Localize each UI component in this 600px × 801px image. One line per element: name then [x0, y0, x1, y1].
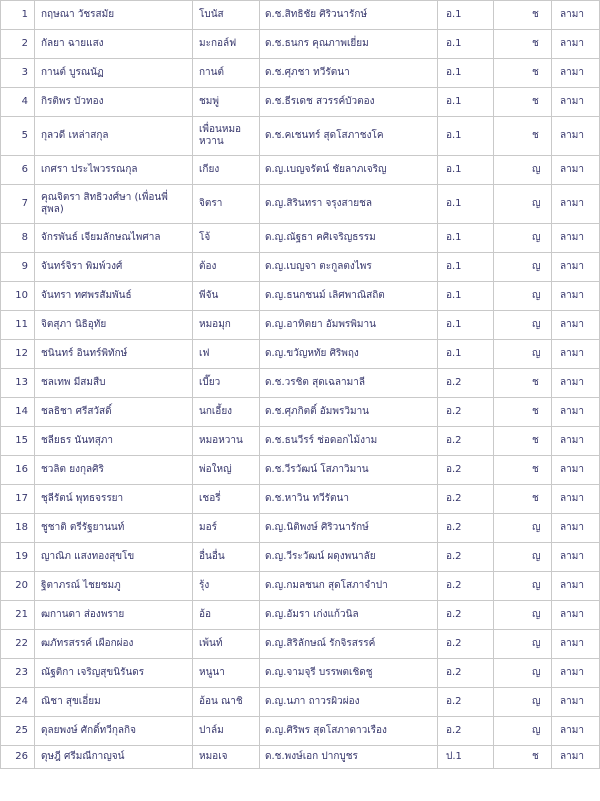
- student-name-cell: ชูชาติ ตรีรัฐยานนท์: [35, 514, 192, 542]
- gender-cell: ช: [494, 485, 551, 513]
- grade-level-cell: อ.2: [438, 572, 493, 600]
- status-cell: ลามา: [552, 485, 599, 513]
- grade-level-cell: อ.1: [438, 224, 493, 252]
- row-number-cell: 6: [1, 156, 34, 184]
- nickname-cell: หมอมุก: [193, 311, 259, 339]
- table-row: [1, 514, 599, 542]
- student-name-cell: กิรติพร บัวทอง: [35, 88, 192, 116]
- status-cell: ลามา: [552, 253, 599, 281]
- grade-level-cell: อ.2: [438, 659, 493, 687]
- table-row: [1, 369, 599, 397]
- row-number-cell: 1: [1, 1, 34, 29]
- student-name-cell: จักรพันธ์ เจียมลักษณไพศาล: [35, 224, 192, 252]
- grade-level-cell: อ.2: [438, 369, 493, 397]
- status-cell: ลามา: [552, 369, 599, 397]
- gender-cell: ญ: [494, 717, 551, 745]
- row-number-cell: 16: [1, 456, 34, 484]
- table-row: [1, 746, 599, 768]
- nickname-cell: โจ้: [193, 224, 259, 252]
- student-name-cell: ชลียธร นันทสุภา: [35, 427, 192, 455]
- student-name-cell: คุณจิตรา สิทธิวงศ์ษา (เพื่อนพี่ สุพล): [35, 185, 192, 223]
- gender-cell: ญ: [494, 630, 551, 658]
- partner-name-cell: ด.ช.ศุภชา ทวีรัตนา: [260, 59, 437, 87]
- row-number-cell: 23: [1, 659, 34, 687]
- nickname-cell: เพื่อนหมอ หวาน: [193, 117, 259, 155]
- nickname-cell: อื่นอื่น: [193, 543, 259, 571]
- nickname-cell: มอร์: [193, 514, 259, 542]
- nickname-cell: กานต์: [193, 59, 259, 87]
- student-name-cell: จันทรา ทศพรสัมพันธ์: [35, 282, 192, 310]
- gender-cell: ช: [494, 117, 551, 155]
- gender-cell: ญ: [494, 688, 551, 716]
- row-number-cell: 9: [1, 253, 34, 281]
- row-number-cell: 19: [1, 543, 34, 571]
- nickname-cell: อ้อ: [193, 601, 259, 629]
- nickname-cell: พีจัน: [193, 282, 259, 310]
- table-row: [1, 572, 599, 600]
- status-cell: ลามา: [552, 543, 599, 571]
- gender-cell: ญ: [494, 543, 551, 571]
- status-cell: ลามา: [552, 601, 599, 629]
- table-row: [1, 59, 599, 87]
- status-cell: ลามา: [552, 59, 599, 87]
- table-row: [1, 1, 599, 29]
- grade-level-cell: อ.1: [438, 1, 493, 29]
- row-number-cell: 21: [1, 601, 34, 629]
- grade-level-cell: อ.1: [438, 282, 493, 310]
- row-number-cell: 18: [1, 514, 34, 542]
- row-number-cell: 13: [1, 369, 34, 397]
- gender-cell: ช: [494, 369, 551, 397]
- partner-name-cell: ด.ญ.จามจุรี บรรพตเชิดชู: [260, 659, 437, 687]
- gender-cell: ช: [494, 59, 551, 87]
- partner-name-cell: ด.ช.พงษ์เอก ปากบูชร: [260, 746, 437, 768]
- nickname-cell: หมอเจ: [193, 746, 259, 768]
- gender-cell: ญ: [494, 659, 551, 687]
- nickname-cell: รุ้ง: [193, 572, 259, 600]
- table-row: [1, 311, 599, 339]
- status-cell: ลามา: [552, 630, 599, 658]
- partner-name-cell: ด.ญ.อัมรา เก่งแก้วนิล: [260, 601, 437, 629]
- table-row: [1, 340, 599, 368]
- partner-name-cell: ด.ญ.ขวัญหทัย ศิริพฤง: [260, 340, 437, 368]
- table-row: [1, 543, 599, 571]
- partner-name-cell: ด.ญ.สิรินทรา จรุงสายชล: [260, 185, 437, 223]
- partner-name-cell: ด.ช.ธนกร คุณภาพเยี่ยม: [260, 30, 437, 58]
- nickname-cell: เชอรี่: [193, 485, 259, 513]
- student-name-cell: กุลวดี เหล่าสกุล: [35, 117, 192, 155]
- student-name-cell: ชุลีรัตน์ พุทธจรรยา: [35, 485, 192, 513]
- grade-level-cell: อ.1: [438, 311, 493, 339]
- gender-cell: ญ: [494, 253, 551, 281]
- status-cell: ลามา: [552, 185, 599, 223]
- status-cell: ลามา: [552, 311, 599, 339]
- nickname-cell: อ้อน ณาชิ: [193, 688, 259, 716]
- status-cell: ลามา: [552, 117, 599, 155]
- gender-cell: ญ: [494, 340, 551, 368]
- nickname-cell: มะกอล์ฟ: [193, 30, 259, 58]
- grade-level-cell: อ.2: [438, 485, 493, 513]
- nickname-cell: ปาล์ม: [193, 717, 259, 745]
- table-row: [1, 282, 599, 310]
- student-name-cell: ฒภัทรสรรค์ เผือกผ่อง: [35, 630, 192, 658]
- partner-name-cell: ด.ช.ธนวีรร์ ช่อดอกไม้งาม: [260, 427, 437, 455]
- gender-cell: ช: [494, 88, 551, 116]
- row-number-cell: 17: [1, 485, 34, 513]
- grade-level-cell: อ.2: [438, 427, 493, 455]
- student-name-cell: ฐิตาภรณ์ ไชยชมภู: [35, 572, 192, 600]
- nickname-cell: หมอหวาน: [193, 427, 259, 455]
- grade-level-cell: อ.1: [438, 30, 493, 58]
- nickname-cell: จิตรา: [193, 185, 259, 223]
- gender-cell: ญ: [494, 514, 551, 542]
- grade-level-cell: อ.2: [438, 543, 493, 571]
- partner-name-cell: ด.ญ.วีระวัฒน์ ผดุงพนาลัย: [260, 543, 437, 571]
- gender-cell: ญ: [494, 224, 551, 252]
- student-name-cell: ดุลยพงษ์ ศักดิ์ทวีกุลกิจ: [35, 717, 192, 745]
- student-name-cell: กัลยา ฉายแสง: [35, 30, 192, 58]
- student-name-cell: ณัฐติกา เจริญสุขนิรันดร: [35, 659, 192, 687]
- row-number-cell: 15: [1, 427, 34, 455]
- partner-name-cell: ด.ช.คเชนทร์ สุดโสภาชงโค: [260, 117, 437, 155]
- grade-level-cell: อ.2: [438, 717, 493, 745]
- grade-level-cell: อ.2: [438, 398, 493, 426]
- table-row: [1, 659, 599, 687]
- nickname-cell: ชมพู่: [193, 88, 259, 116]
- table-row: [1, 485, 599, 513]
- table-row: [1, 427, 599, 455]
- status-cell: ลามา: [552, 30, 599, 58]
- partner-name-cell: ด.ญ.สิริลักษณ์ รักจิรสรรค์: [260, 630, 437, 658]
- partner-name-cell: ด.ญ.นิติพงษ์ ศิริวนารักษ์: [260, 514, 437, 542]
- partner-name-cell: ด.ญ.นภา ถาวรผิวผ่อง: [260, 688, 437, 716]
- row-number-cell: 22: [1, 630, 34, 658]
- student-name-cell: จิตสุภา นิธิอุทัย: [35, 311, 192, 339]
- nickname-cell: เพ้นท์: [193, 630, 259, 658]
- grade-level-cell: อ.1: [438, 253, 493, 281]
- partner-name-cell: ด.ช.ศุภกิตติ์ อัมพรวิมาน: [260, 398, 437, 426]
- status-cell: ลามา: [552, 456, 599, 484]
- table-row: [1, 688, 599, 716]
- row-number-cell: 5: [1, 117, 34, 155]
- partner-name-cell: ด.ญ.ณัฐธา คศิเจริญธรรม: [260, 224, 437, 252]
- roster-body: [1, 1, 599, 768]
- nickname-cell: หนูนา: [193, 659, 259, 687]
- gender-cell: ญ: [494, 282, 551, 310]
- partner-name-cell: ด.ญ.อาทิตยา อัมพรพิมาน: [260, 311, 437, 339]
- partner-name-cell: ด.ช.วรชิต สุดเฉลามาลี: [260, 369, 437, 397]
- table-row: [1, 117, 599, 155]
- gender-cell: ญ: [494, 311, 551, 339]
- partner-name-cell: ด.ญ.เบญจรัตน์ ชัยลาภเจริญ: [260, 156, 437, 184]
- nickname-cell: เบี๊ยว: [193, 369, 259, 397]
- student-name-cell: ดุษฎี ศรีมณีกาญจน์: [35, 746, 192, 768]
- grade-level-cell: อ.2: [438, 456, 493, 484]
- student-name-cell: จันทร์จิรา พิมพ์วงศ์: [35, 253, 192, 281]
- grade-level-cell: อ.1: [438, 185, 493, 223]
- status-cell: ลามา: [552, 88, 599, 116]
- nickname-cell: โบนัส: [193, 1, 259, 29]
- student-name-cell: ณิชา สุขเอี่ยม: [35, 688, 192, 716]
- student-name-cell: ฒกานดา ส่องพราย: [35, 601, 192, 629]
- status-cell: ลามา: [552, 340, 599, 368]
- table-row: [1, 601, 599, 629]
- row-number-cell: 7: [1, 185, 34, 223]
- table-row: [1, 398, 599, 426]
- student-name-cell: ชวลิต ยงกุลศิริ: [35, 456, 192, 484]
- grade-level-cell: ป.1: [438, 746, 493, 768]
- student-name-cell: กฤษณา วัชรสมัย: [35, 1, 192, 29]
- status-cell: ลามา: [552, 659, 599, 687]
- student-name-cell: ญาณิภ แสงทองสุขโข: [35, 543, 192, 571]
- row-number-cell: 12: [1, 340, 34, 368]
- gender-cell: ช: [494, 398, 551, 426]
- gender-cell: ช: [494, 1, 551, 29]
- gender-cell: ญ: [494, 156, 551, 184]
- gender-cell: ช: [494, 30, 551, 58]
- gender-cell: ญ: [494, 601, 551, 629]
- table-row: [1, 156, 599, 184]
- status-cell: ลามา: [552, 398, 599, 426]
- status-cell: ลามา: [552, 427, 599, 455]
- student-name-cell: ชนินทร์ อินทร์พิทักษ์: [35, 340, 192, 368]
- row-number-cell: 10: [1, 282, 34, 310]
- gender-cell: ช: [494, 456, 551, 484]
- table-row: [1, 30, 599, 58]
- row-number-cell: 25: [1, 717, 34, 745]
- row-number-cell: 2: [1, 30, 34, 58]
- student-name-cell: เกศรา ประไพวรรณกุล: [35, 156, 192, 184]
- status-cell: ลามา: [552, 688, 599, 716]
- student-name-cell: กานต์ บูรณนัฏ: [35, 59, 192, 87]
- status-cell: ลามา: [552, 156, 599, 184]
- partner-name-cell: ด.ญ.ธนกชนม์ เลิศพาณิสถิต: [260, 282, 437, 310]
- row-number-cell: 11: [1, 311, 34, 339]
- grade-level-cell: อ.2: [438, 514, 493, 542]
- row-number-cell: 3: [1, 59, 34, 87]
- partner-name-cell: ด.ช.สิทธิชัย ศิริวนารักษ์: [260, 1, 437, 29]
- status-cell: ลามา: [552, 717, 599, 745]
- nickname-cell: เกียง: [193, 156, 259, 184]
- status-cell: ลามา: [552, 282, 599, 310]
- student-name-cell: ชลธิชา ศรีสวัสดิ์: [35, 398, 192, 426]
- table-row: [1, 185, 599, 223]
- gender-cell: ช: [494, 746, 551, 768]
- table-row: [1, 88, 599, 116]
- row-number-cell: 8: [1, 224, 34, 252]
- grade-level-cell: อ.1: [438, 156, 493, 184]
- table-row: [1, 717, 599, 745]
- gender-cell: ช: [494, 427, 551, 455]
- row-number-cell: 20: [1, 572, 34, 600]
- nickname-cell: นกเอี้ยง: [193, 398, 259, 426]
- partner-name-cell: ด.ญ.ศิริพร สุดโสภาดาวเรือง: [260, 717, 437, 745]
- row-number-cell: 26: [1, 746, 34, 768]
- status-cell: ลามา: [552, 572, 599, 600]
- grade-level-cell: อ.1: [438, 88, 493, 116]
- grade-level-cell: อ.2: [438, 688, 493, 716]
- grade-level-cell: อ.1: [438, 59, 493, 87]
- nickname-cell: พ่อใหญ่: [193, 456, 259, 484]
- nickname-cell: ต้อง: [193, 253, 259, 281]
- grade-level-cell: อ.2: [438, 601, 493, 629]
- table-row: [1, 456, 599, 484]
- gender-cell: ญ: [494, 185, 551, 223]
- grade-level-cell: อ.1: [438, 340, 493, 368]
- status-cell: ลามา: [552, 514, 599, 542]
- table-row: [1, 253, 599, 281]
- table-row: [1, 630, 599, 658]
- partner-name-cell: ด.ญ.กมลชนก สุดโสภาจำปา: [260, 572, 437, 600]
- status-cell: ลามา: [552, 224, 599, 252]
- gender-cell: ญ: [494, 572, 551, 600]
- partner-name-cell: ด.ช.วีรวัฒน์ โสภาวิมาน: [260, 456, 437, 484]
- partner-name-cell: ด.ช.ธีรเดช สวรรค์บัวตอง: [260, 88, 437, 116]
- grade-level-cell: อ.1: [438, 117, 493, 155]
- row-number-cell: 24: [1, 688, 34, 716]
- table-row: [1, 224, 599, 252]
- student-name-cell: ชลเทพ มีสมสืบ: [35, 369, 192, 397]
- status-cell: ลามา: [552, 1, 599, 29]
- grade-level-cell: อ.2: [438, 630, 493, 658]
- partner-name-cell: ด.ช.หาวิน ทวีรัตนา: [260, 485, 437, 513]
- row-number-cell: 4: [1, 88, 34, 116]
- status-cell: ลามา: [552, 746, 599, 768]
- partner-name-cell: ด.ญ.เบญจา ตะกูลตงไพร: [260, 253, 437, 281]
- row-number-cell: 14: [1, 398, 34, 426]
- nickname-cell: เฟ: [193, 340, 259, 368]
